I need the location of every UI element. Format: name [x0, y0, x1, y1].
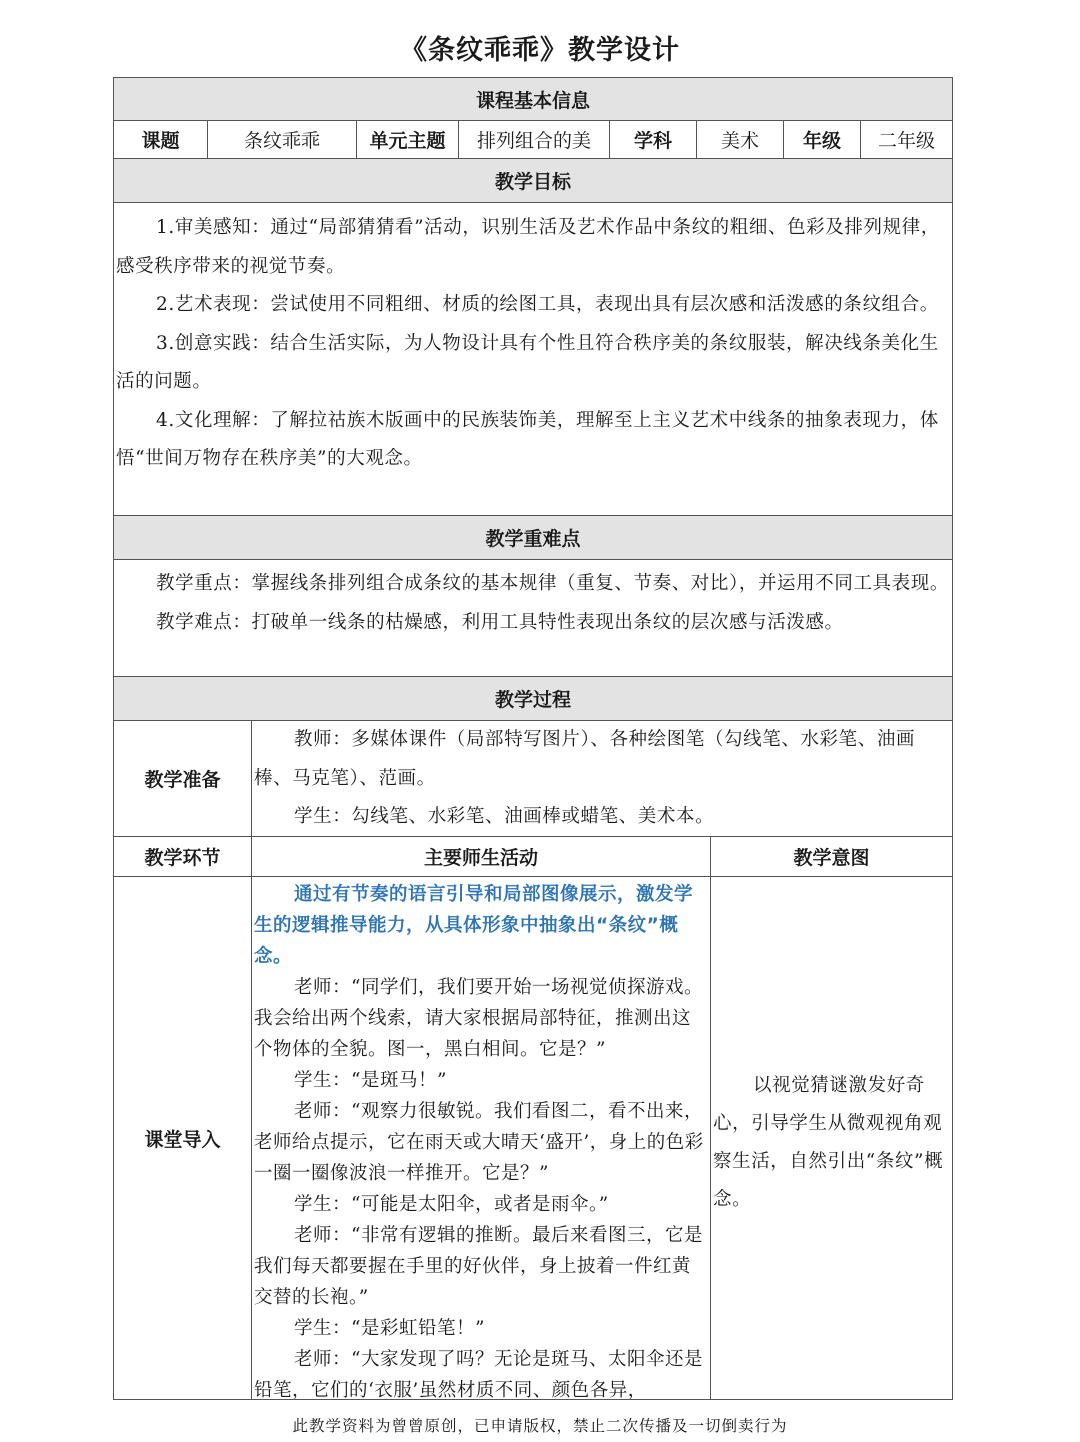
preparation-row [113, 721, 953, 837]
unit-value: 排列组合的美 [459, 121, 610, 158]
header-intent: 教学意图 [793, 847, 870, 869]
intent-text [711, 877, 952, 1399]
copyright-footer: 此教学资料为曾曾原创，已申请版权，禁止二次传播及一切倒卖行为 [292, 1417, 788, 1435]
goal-item: 4.文化理解：了解拉祜族木版画中的民族装饰美，理解至上主义艺术中线条的抽象表现力，体悟“世间万物存在秩序美”的大观念。 [116, 409, 939, 469]
section-process: 教学过程 [113, 677, 953, 721]
subject-label: 学科 [610, 121, 697, 158]
goals-block [113, 203, 953, 516]
header-stage: 教学环节 [114, 837, 252, 876]
subject-value: 美术 [697, 121, 784, 158]
goal-item: 1.审美感知：通过“局部猜猜看”活动，识别生活及艺术作品中条纹的粗细、色彩及排列规律，感受秩序带来的视觉节奏。 [116, 217, 940, 277]
section-basic-info: 课程基本信息 [113, 77, 953, 121]
header-activities: 主要师生活动 [252, 837, 711, 876]
preparation-teacher: 教师：多媒体课件（局部特写图片）、各种绘图笔（勾线笔、水彩笔、油画棒、马克笔）、范画。 [254, 729, 916, 789]
topic-label: 课题 [114, 121, 208, 158]
preparation-text [252, 721, 952, 836]
activity-highlight: 通过有节奏的语言引导和局部图像展示，激发学生的逻辑推导能力，从具体形象中抽象出“条纹”概念。 [254, 884, 694, 967]
goal-item: 2.艺术表现：尝试使用不同粗细、材质的绘图工具，表现出具有层次感和活泼感的条纹组合。 [156, 294, 939, 315]
key-points-block [113, 560, 953, 677]
preparation-student: 学生：勾线笔、水彩笔、油画棒或蜡笔、美术本。 [294, 806, 715, 827]
goal-item: 3.创意实践：结合生活实际，为人物设计具有个性且符合秩序美的条纹服装，解决线条美化生活的问题。 [116, 332, 939, 392]
document-title: 《条纹乖乖》教学设计 [400, 35, 680, 66]
dialogue-line: 学生：“是彩虹铅笔！” [294, 1318, 485, 1339]
activities-text [252, 877, 711, 1399]
lesson-plan-table [113, 77, 953, 1400]
dialogue-line: 老师：“同学们，我们要开始一场视觉侦探游戏。我会给出两个线索，请大家根据局部特征，推测出这个物体的全貌。图一，黑白相间。它是？” [254, 977, 703, 1060]
dialogue-line: 学生：“可能是太阳伞，或者是雨伞。” [294, 1194, 609, 1215]
section-goals: 教学目标 [113, 159, 953, 203]
intro-row [113, 877, 953, 1400]
teaching-focus: 教学重点：掌握线条排列组合成条纹的基本规律（重复、节奏、对比），并运用不同工具表现。 [156, 573, 949, 594]
grade-label: 年级 [784, 121, 861, 158]
preparation-label: 教学准备 [114, 721, 252, 836]
unit-label: 单元主题 [357, 121, 459, 158]
grade-value: 二年级 [877, 130, 935, 152]
dialogue-line: 老师：“非常有逻辑的推断。最后来看图三，它是我们每天都要握在手里的好伙伴，身上披着一件红黄交替的长袍。” [254, 1225, 703, 1308]
section-key-points: 教学重难点 [113, 516, 953, 560]
dialogue-line: 学生：“是斑马！” [294, 1070, 447, 1091]
dialogue-line: 老师：“观察力很敏锐。我们看图二，看不出来，老师给点提示，它在雨天或大晴天‘盛开’，身上的色彩一圈一圈像波浪一样推开。它是？” [254, 1101, 704, 1184]
dialogue-line: 老师：“大家发现了吗？无论是斑马、太阳伞还是铅笔，它们的‘衣服’虽然材质不同、颜色各异， [254, 1349, 703, 1399]
goals-text [114, 209, 952, 515]
topic-value: 条纹乖乖 [208, 121, 357, 158]
process-header-row [113, 837, 953, 877]
intent-paragraph: 以视觉猜谜激发好奇心，引导学生从微观视角观察生活，自然引出“条纹”概念。 [713, 1075, 944, 1210]
teaching-difficulty: 教学难点：打破单一线条的枯燥感，利用工具特性表现出条纹的层次感与活泼感。 [156, 611, 844, 633]
key-points-text [114, 565, 951, 676]
basic-info-row [113, 121, 953, 159]
stage-intro: 课堂导入 [114, 877, 252, 1399]
